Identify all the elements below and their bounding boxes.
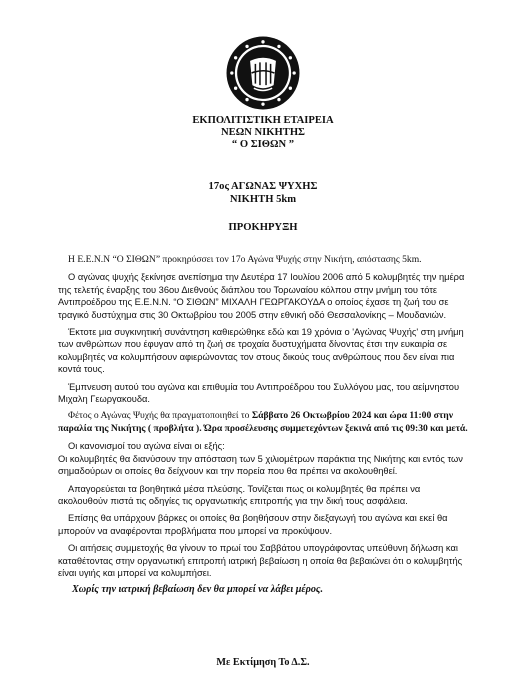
medical-certificate-notice: Χωρίς την ιατρική βεβαίωση δεν θα μπορεί να λάβει μέρος. <box>72 584 324 596</box>
organization-line-2: ΝΕΩΝ ΝΙΚΗΤΗΣ <box>221 127 305 138</box>
event-subtitle: ΝΙΚΗΤΗ 5km <box>229 194 297 205</box>
paragraph-history: Ο αγώνας ψυχής ξεκίνησε ανεπίσημα την Δευτέρα 17 Ιουλίου 2006 από 5 κολυμβητές την ημέρα της τελετής έναρξης του 36ου Διεθνούς διάπλου του Τορωναίου κόλπου στην μνήμη του τότε Αντιπροέδρου της Ε.Ε.Ν.Ν. “Ο ΣΙΘΩΝ” ΜΙΧΑΛΗ ΓΕΩΡΓΑΚΟΥΔΑ ο οποίος έχασε τη ζωή του σε τραγικό δυστύχημα στις 30 Οκτωβρίου του 2005 στην εθνική οδό Θεσσαλονίκης – Μουδανιών. <box>58 272 465 320</box>
organization-line-3: “ Ο ΣΙΘΩΝ ” <box>231 139 295 150</box>
rule-no-aids: Απαγορεύεται τα βοηθητικά μέσα πλεύσης. Τονίζεται πως οι κολυμβητές θα πρέπει να ακολουθούν πιστά τις οδηγίες τις οργανωτικής επιτροπής για την δική τους ασφάλεια. <box>58 483 421 506</box>
date-intro-text: Φέτος ο Αγώνας Ψυχής θα πραγματοποιηθεί το <box>68 410 252 422</box>
paragraph-intro: Η Ε.Ε.Ν.Ν “Ο ΣΙΘΩΝ” προκηρύσσει τον 17ο Αγώνα Ψυχής στην Νικήτη, απόστασης 5km. <box>68 254 422 265</box>
rule-applications: Οι αιτήσεις συμμετοχής θα γίνουν το πρωί του Σαββάτου υπογράφοντας υπεύθυνη δήλωση και καταθέτοντας στην οργανωτική επιτροπή ιατρική βεβαίωση η οποία θα βεβαιώνει ότι ο κολυμβητής είναι υγιής και μπορεί να κολυμπήσει. <box>58 543 463 578</box>
paragraph-date-details <box>58 410 470 435</box>
organization-name <box>0 115 526 151</box>
date-time-location: Σάββατο 26 Οκτωβρίου 2024 και ώρα 11:00 στην παραλία της Νικήτης ( προβλήτα ). Ώρα προσέλευσης συμμετεχόντων ξεκινά από τις 09:30 και μετά. <box>58 410 468 434</box>
rule-distance: Οι κολυμβητές θα διανύσουν την απόσταση των 5 χιλιομέτρων παράκτια της Νικήτης και εντός των σημαδούρων οι οποίες θα δείχνουν και την πορεία που θα πρέπει να ακολουθηθεί. <box>58 453 463 477</box>
rules-intro: Οι κανονισμοί του αγώνα είναι οι εξής: <box>68 441 225 452</box>
event-title-block <box>0 180 526 206</box>
event-title: 17ος ΑΓΩΝΑΣ ΨΥΧΗΣ <box>208 181 318 192</box>
paragraph-inspiration: Έμπνευση αυτού του αγώνα και επιθυμία του Αντιπροέδρου του Συλλόγου μας, του αείμνηστου Μιχαλη Γεωργακουδα. <box>58 381 460 405</box>
rule-boats: Επίσης θα υπάρχουν βάρκες οι οποίες θα βοηθήσουν στην διεξαγωγή του αγώνα και εκεί θα μπορούν να αναφέρονται προβλήματα που μπορεί να προκύψουν. <box>58 513 448 536</box>
signature: Με Εκτίμηση Το Δ.Σ. <box>216 657 310 668</box>
announcement-body <box>58 254 470 602</box>
organization-line-1: ΕΚΠΟΛΙΤΙΣΤΙΚΗ ΕΤΑΙΡΕΙΑ <box>192 115 334 126</box>
club-seal-logo <box>225 35 301 111</box>
document-heading: ΠΡΟΚΗΡΥΞΗ <box>228 222 298 233</box>
paragraph-tradition: Έκτοτε μια συγκινητική συνάντηση καθιερώθηκε εδώ και 19 χρόνια ο 'Αγώνας Ψυχής' στη μνήμη των ανθρώπων που έφυγαν από τη ζωή σε τροχαία δυστυχήματα δίνοντας έτσι την ευκαιρία σε κολυμβητές να κολυμπήσουν αφιερώνοντας τον στους δικούς τους ανθρώπους που δεν είναι πια κοντά τους. <box>58 327 464 375</box>
